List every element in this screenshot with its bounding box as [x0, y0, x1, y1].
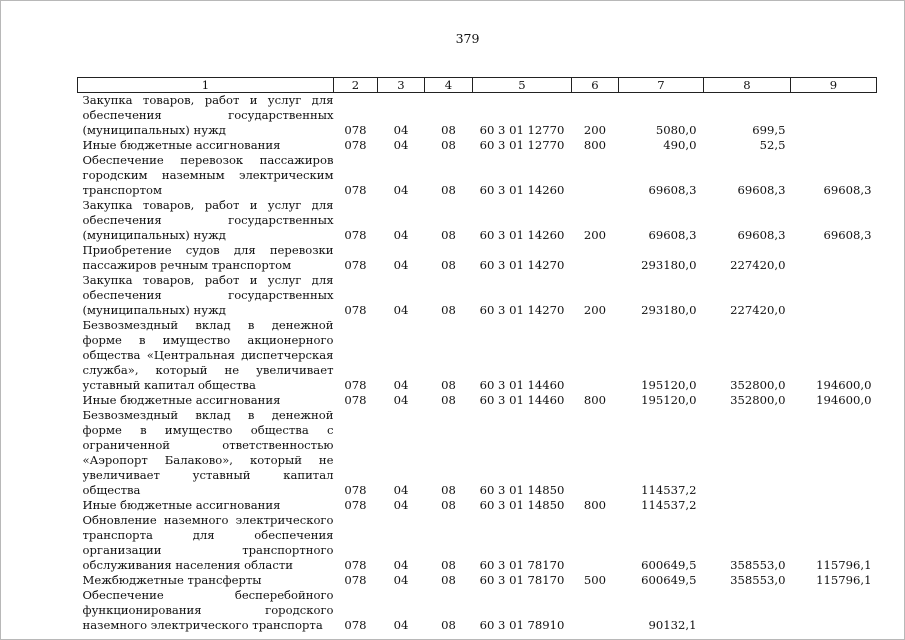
row-code-admin: 078 [344, 393, 367, 407]
header-col-3: 3 [378, 78, 425, 93]
row-code-target: 60 3 01 14260 [479, 183, 565, 197]
table-header-row [78, 78, 877, 93]
row-description: Безвозмездный вклад в денежной форме в имущество общества с ограниченной ответственностью «Аэропорт Балаково», который не увеличивает уставный капитал общества [82, 408, 334, 497]
budget-table [77, 77, 877, 633]
row-code-section: 04 [393, 618, 409, 632]
row-code-target: 60 3 01 12770 [479, 138, 565, 152]
row-amount-col7: 600649,5 [641, 573, 697, 587]
row-description: Межбюджетные трансферты [82, 573, 262, 587]
row-amount-col7: 114537,2 [641, 498, 697, 512]
row-code-admin: 078 [344, 183, 367, 197]
header-col-9: 9 [791, 78, 877, 93]
row-amount-col7: 5080,0 [655, 123, 697, 137]
table-row [78, 138, 877, 153]
row-amount-col7: 600649,5 [641, 558, 697, 572]
row-description: Обеспечение бесперебойного функционирования городского наземного электрического транспорта [82, 588, 334, 632]
row-code-admin: 078 [344, 258, 367, 272]
table-row [78, 498, 877, 513]
row-code-section: 04 [393, 228, 409, 242]
row-amount-col8: 352800,0 [730, 378, 786, 392]
row-code-target: 60 3 01 14270 [479, 258, 565, 272]
header-col-7: 7 [619, 78, 704, 93]
table-row [78, 573, 877, 588]
row-code-subsection: 08 [441, 183, 456, 197]
row-code-target: 60 3 01 78170 [479, 573, 565, 587]
row-amount-col7: 293180,0 [641, 258, 697, 272]
row-code-subsection: 08 [441, 393, 456, 407]
row-code-target: 60 3 01 14260 [479, 228, 565, 242]
row-code-admin: 078 [344, 483, 367, 497]
row-code-section: 04 [393, 183, 409, 197]
row-amount-col9 [791, 243, 877, 273]
row-code-expense-type: 500 [583, 573, 607, 587]
row-amount-col7: 293180,0 [641, 303, 697, 317]
row-code-admin: 078 [344, 498, 367, 512]
row-amount-col8: 352800,0 [730, 393, 786, 407]
row-code-subsection: 08 [441, 498, 456, 512]
table-row [78, 153, 877, 198]
header-col-6: 6 [572, 78, 619, 93]
row-amount-col8: 69608,3 [737, 228, 786, 242]
table-row [78, 198, 877, 243]
table-row [78, 243, 877, 273]
row-code-target: 60 3 01 78170 [479, 558, 565, 572]
row-amount-col8: 69608,3 [737, 183, 786, 197]
row-code-section: 04 [393, 498, 409, 512]
row-code-section: 04 [393, 378, 409, 392]
row-description: Закупка товаров, работ и услуг для обеспечения государственных (муниципальных) нужд [82, 198, 334, 242]
row-amount-col8: 699,5 [752, 123, 786, 137]
row-code-admin: 078 [344, 303, 367, 317]
row-amount-col7: 195120,0 [641, 378, 697, 392]
table-row [78, 93, 877, 139]
row-code-subsection: 08 [441, 303, 456, 317]
row-description: Обновление наземного электрического транспорта для обеспечения организации транспортного обслуживания населения области [82, 513, 334, 572]
row-code-admin: 078 [344, 573, 367, 587]
row-code-expense-type [572, 153, 619, 198]
row-code-section: 04 [393, 573, 409, 587]
row-code-target: 60 3 01 14460 [479, 393, 565, 407]
row-amount-col9: 194600,0 [816, 378, 872, 392]
row-code-target: 60 3 01 12770 [479, 123, 565, 137]
row-code-admin: 078 [344, 558, 367, 572]
row-amount-col7: 69608,3 [648, 228, 697, 242]
row-code-subsection: 08 [441, 138, 456, 152]
row-description: Безвозмездный вклад в денежной форме в имущество акционерного общества «Центральная диспетчерская служба», который не увеличивает уставный капитал общества [82, 318, 334, 392]
row-amount-col9 [791, 498, 877, 513]
row-amount-col7: 195120,0 [641, 393, 697, 407]
row-code-section: 04 [393, 303, 409, 317]
row-code-expense-type: 200 [583, 228, 607, 242]
row-code-admin: 078 [344, 123, 367, 137]
row-code-subsection: 08 [441, 483, 456, 497]
row-code-section: 04 [393, 558, 409, 572]
row-amount-col8: 227420,0 [730, 258, 786, 272]
row-code-expense-type [572, 318, 619, 393]
row-amount-col9 [791, 138, 877, 153]
row-amount-col9: 194600,0 [816, 393, 872, 407]
row-code-subsection: 08 [441, 228, 456, 242]
row-code-expense-type: 200 [583, 303, 607, 317]
row-code-subsection: 08 [441, 558, 456, 572]
header-col-4: 4 [425, 78, 473, 93]
row-amount-col7: 90132,1 [648, 618, 697, 632]
row-description: Приобретение судов для перевозки пассажиров речным транспортом [82, 243, 334, 272]
row-description: Иные бюджетные ассигнования [82, 138, 281, 152]
row-amount-col9 [791, 93, 877, 139]
page-number: 379 [455, 31, 480, 46]
table-row [78, 393, 877, 408]
row-code-expense-type [572, 513, 619, 573]
row-amount-col7: 114537,2 [641, 483, 697, 497]
row-code-subsection: 08 [441, 618, 456, 632]
row-amount-col9: 69608,3 [823, 183, 872, 197]
header-col-1: 1 [78, 78, 334, 93]
row-code-section: 04 [393, 138, 409, 152]
row-amount-col8 [704, 498, 791, 513]
row-amount-col8: 52,5 [759, 138, 786, 152]
row-code-target: 60 3 01 14270 [479, 303, 565, 317]
row-code-section: 04 [393, 123, 409, 137]
row-code-expense-type [572, 408, 619, 498]
row-code-expense-type: 800 [583, 393, 607, 407]
row-code-expense-type: 200 [583, 123, 607, 137]
row-amount-col8 [704, 588, 791, 633]
row-description: Обеспечение перевозок пассажиров городским наземным электрическим транспортом [82, 153, 334, 197]
table-row [78, 408, 877, 498]
row-amount-col8 [704, 408, 791, 498]
row-amount-col8: 358553,0 [730, 573, 786, 587]
row-code-target: 60 3 01 14850 [479, 483, 565, 497]
row-description: Закупка товаров, работ и услуг для обеспечения государственных (муниципальных) нужд [82, 93, 334, 137]
row-code-expense-type [572, 243, 619, 273]
row-code-section: 04 [393, 393, 409, 407]
row-code-admin: 078 [344, 378, 367, 392]
row-amount-col7: 69608,3 [648, 183, 697, 197]
row-amount-col9: 69608,3 [823, 228, 872, 242]
row-code-expense-type: 800 [583, 138, 607, 152]
row-amount-col8: 358553,0 [730, 558, 786, 572]
table-row [78, 588, 877, 633]
row-code-target: 60 3 01 14850 [479, 498, 565, 512]
row-code-expense-type: 800 [583, 498, 607, 512]
table-row [78, 318, 877, 393]
row-code-section: 04 [393, 258, 409, 272]
row-code-subsection: 08 [441, 378, 456, 392]
row-description: Иные бюджетные ассигнования [82, 393, 281, 407]
row-code-admin: 078 [344, 138, 367, 152]
row-amount-col7: 490,0 [663, 138, 697, 152]
row-amount-col9 [791, 588, 877, 633]
header-col-2: 2 [334, 78, 378, 93]
row-amount-col9: 115796,1 [816, 573, 872, 587]
row-code-admin: 078 [344, 618, 367, 632]
row-code-admin: 078 [344, 228, 367, 242]
row-description: Закупка товаров, работ и услуг для обеспечения государственных (муниципальных) нужд [82, 273, 334, 317]
table-row [78, 513, 877, 573]
row-amount-col9 [791, 408, 877, 498]
row-amount-col9 [791, 273, 877, 318]
row-code-target: 60 3 01 78910 [479, 618, 565, 632]
row-code-subsection: 08 [441, 573, 456, 587]
row-description: Иные бюджетные ассигнования [82, 498, 281, 512]
row-code-expense-type [572, 588, 619, 633]
row-code-subsection: 08 [441, 123, 456, 137]
row-code-subsection: 08 [441, 258, 456, 272]
header-col-8: 8 [704, 78, 791, 93]
row-amount-col8: 227420,0 [730, 303, 786, 317]
row-code-target: 60 3 01 14460 [479, 378, 565, 392]
row-code-section: 04 [393, 483, 409, 497]
header-col-5: 5 [473, 78, 572, 93]
row-amount-col9: 115796,1 [816, 558, 872, 572]
table-row [78, 273, 877, 318]
